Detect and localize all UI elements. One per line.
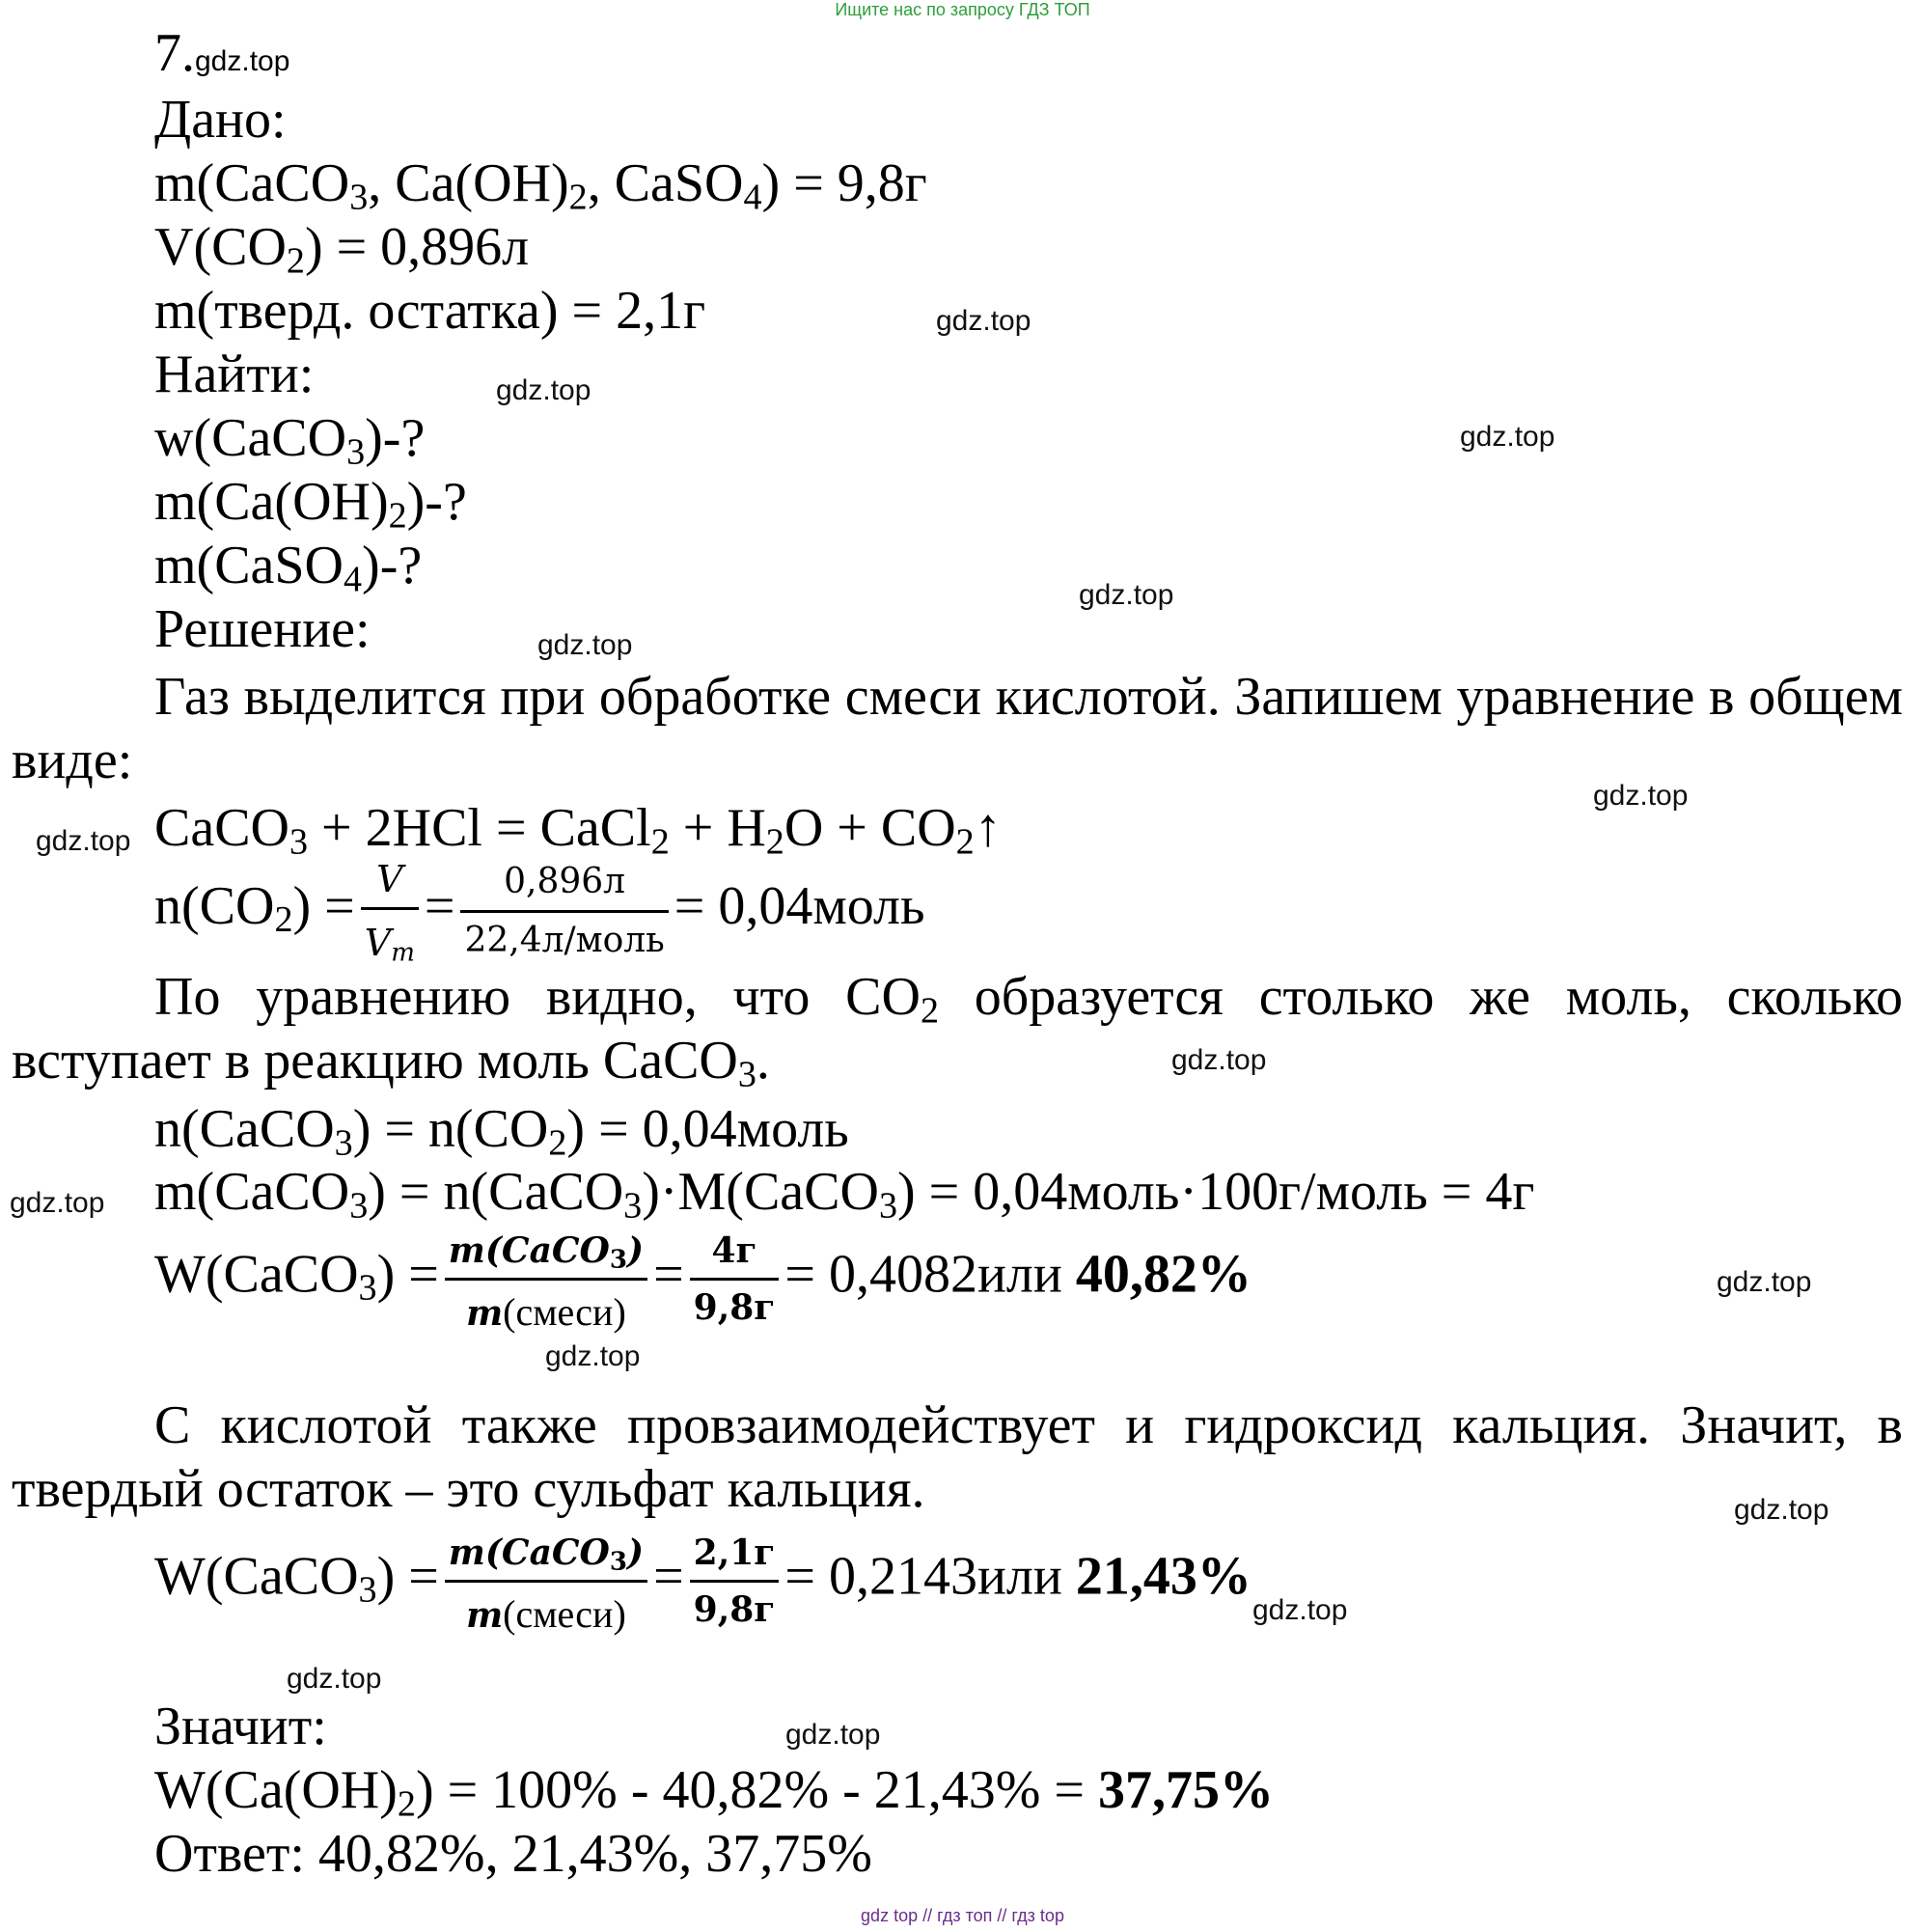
solution-label: Решение:	[154, 599, 371, 659]
watermark: gdz.top	[10, 1187, 105, 1219]
watermark: gdz.top	[1717, 1266, 1812, 1298]
watermark: gdz.top	[496, 374, 591, 406]
fraction-mass-ratio-2: $\frac{m(CaCO_3)}{\text{m(смеси)}}$	[445, 1520, 647, 1642]
formula-w-caoh2: $W(Ca(OH)_2) = 100\% - 40,82\% - 21,43\% = 37,75\%$	[154, 1760, 1274, 1825]
formula-n-co2: $n(CO_2)$ = $\frac{V}{V_m}$ = $\frac{0,896л}{\text{22,4л/моль}}$ = 0,04моль	[154, 851, 925, 971]
therefore-label: Значит:	[154, 1697, 327, 1756]
watermark: gdz.top	[36, 825, 131, 857]
watermark: gdz.top	[1079, 579, 1174, 611]
formula-n-caco3: n(CaCO$_3$) = $n(CO_2)$ = 0,04моль	[154, 1099, 849, 1164]
watermark: gdz.top	[287, 1663, 382, 1695]
paragraph-gas: Газ выделится при обработке смеси кислотой. Запишем уравнение в общем виде:	[12, 667, 1903, 790]
given-label: Дано:	[154, 90, 287, 150]
formula-m-caco3: m(CaCO$_3$) = n(CaCO$_3$)·M(CaCO$_3$) = 0,04моль·100г/моль = 4г	[154, 1162, 1535, 1227]
watermark: gdz.top	[936, 305, 1031, 337]
fraction-values: $\frac{4г}{9,8г}$	[690, 1224, 780, 1335]
task-number: 7.gdz.top	[154, 23, 290, 83]
reaction-equation: CaCO$_3$ + 2HCl = CaCl$_2$ + $H_2O$ + $CO_2↑$	[154, 798, 1002, 863]
formula-w-caso4: W(CaCO$_3$) = $\frac{m(CaCO_3)}{\text{m(смеси)}}$ = $\frac{2,1г}{9,8г}$ = 0,2143или 21,43%	[154, 1520, 1251, 1642]
watermark: gdz.top	[1460, 421, 1555, 453]
watermark: gdz.top	[545, 1340, 641, 1372]
paragraph-hydroxide: С кислотой также провзаимодействует и гидроксид кальция. Значит, в твердый остаток – это сульфат кальция.	[12, 1395, 1903, 1519]
formula-w-caco3: W(CaCO$_3$) = $\frac{m(CaCO_3)}{\text{m(смеси)}}$ = $\frac{4г}{9,8г}$ = 0,4082или 40,82%	[154, 1218, 1251, 1340]
find-w-caco3: w(CaCO$_3$)-?	[154, 408, 426, 473]
paragraph-equation-note: По уравнению видно, что $CO_2$ образуется столько же моль, сколько вступает в реакцию моль CaCO$_3$.	[12, 967, 1904, 1095]
find-label: Найти:	[154, 345, 315, 404]
given-mass-mixture: m(CaCO$_3$, $Ca(OH)_2$, CaSO$_4$) = 9,8г	[154, 153, 927, 218]
given-residue: m(тверд. остатка) = 2,1г	[154, 281, 706, 341]
answer-line: Ответ: 40,82%, 21,43%, 37,75%	[154, 1824, 872, 1884]
watermark: gdz.top	[1593, 780, 1689, 812]
fraction-values-2: $\frac{2,1г}{9,8г}$	[690, 1526, 780, 1637]
watermark: gdz.top	[1252, 1594, 1348, 1626]
watermark: gdz.top	[1171, 1044, 1267, 1076]
given-volume-co2: $V(CO_2) = 0,896л$	[154, 217, 530, 282]
find-m-caoh2: $m(Ca(OH)_2)-$?	[154, 472, 467, 537]
find-m-caso4: m(CaSO$_4$)-?	[154, 536, 423, 600]
watermark: gdz.top	[785, 1719, 881, 1751]
fraction-mass-ratio: $\frac{m(CaCO_3)}{\text{m(смеси)}}$	[445, 1218, 647, 1340]
watermark: gdz.top	[537, 629, 633, 661]
footer-text: gdz top // гдз топ // гдз top	[861, 1906, 1064, 1925]
fraction-v-vm: $\frac{V}{V_m}$	[361, 851, 419, 971]
top-banner: Ищите нас по запросу ГДЗ ТОП	[835, 0, 1090, 19]
watermark: gdz.top	[1734, 1494, 1829, 1526]
fraction-volume: $\frac{0,896л}{\text{22,4л/моль}}$	[460, 854, 668, 969]
